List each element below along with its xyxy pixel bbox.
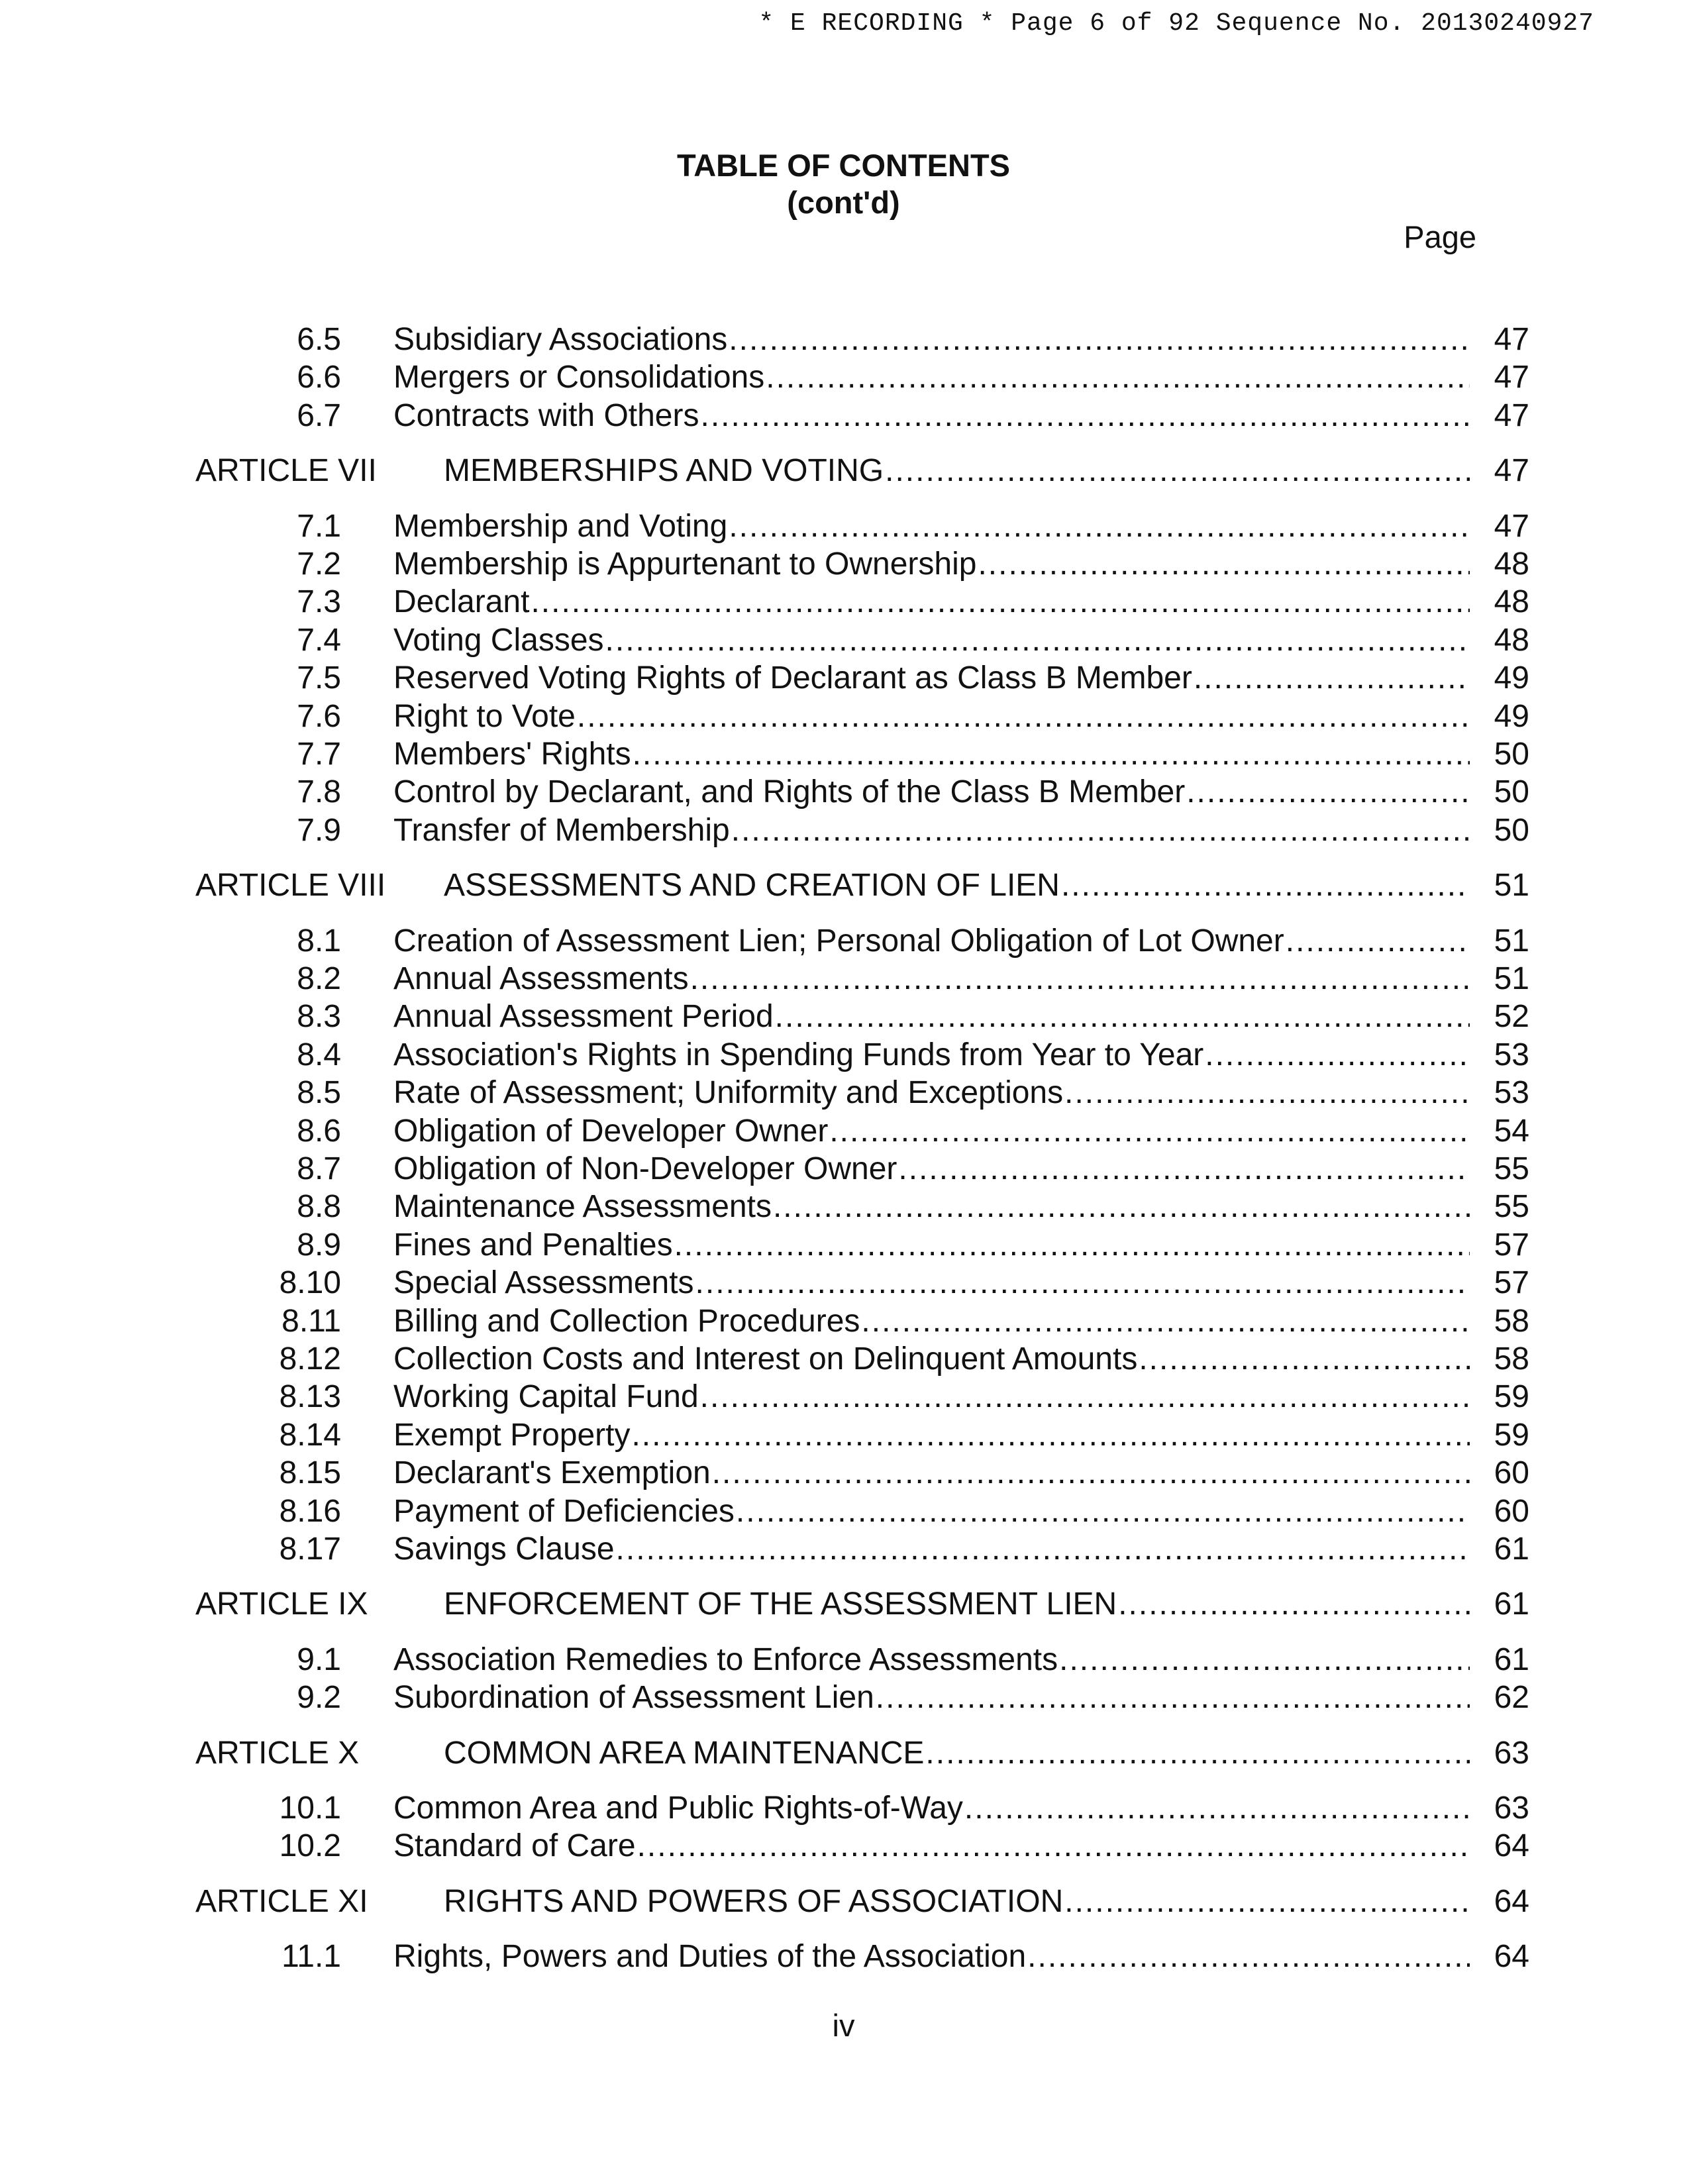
page-number: 53 [1494, 1075, 1529, 1110]
section-number: 8.17 [279, 1532, 341, 1567]
toc-leader [444, 1883, 1470, 1921]
section-number: 7.5 [297, 660, 341, 696]
page-number: 51 [1494, 923, 1529, 959]
page-number: 61 [1494, 1586, 1529, 1622]
section-number: 6.6 [297, 360, 341, 395]
toc-leader [393, 773, 1470, 811]
dot-leader [1192, 659, 1470, 698]
section-title: Mergers or Consolidations [393, 360, 765, 395]
toc-title [0, 147, 1687, 221]
section-number: 7.6 [297, 699, 341, 734]
toc-section-row [0, 358, 1687, 397]
recording-header: * E RECORDING * Page 6 of 92 Sequence No. 20130240927 [758, 9, 1594, 38]
dot-leader [1284, 922, 1470, 961]
section-number: 8.2 [297, 961, 341, 996]
toc-leader [393, 1492, 1470, 1531]
toc-section-row [0, 1827, 1687, 1865]
article-title: RIGHTS AND POWERS OF ASSOCIATION [444, 1884, 1064, 1919]
section-number: 8.6 [297, 1114, 341, 1149]
section-title: Working Capital Fund [393, 1379, 699, 1414]
toc-section-row [0, 773, 1687, 811]
toc-article-row [0, 452, 1687, 490]
toc-section-row [0, 1340, 1687, 1378]
article-number: ARTICLE IX [195, 1586, 368, 1622]
dot-leader [976, 545, 1470, 584]
footer-page-number: iv [832, 2008, 855, 2043]
toc-leader [393, 922, 1470, 961]
section-number: 7.9 [297, 813, 341, 848]
toc-leader [393, 1074, 1470, 1112]
section-number: 6.7 [297, 398, 341, 433]
section-number: 10.2 [279, 1828, 341, 1863]
page-number: 57 [1494, 1265, 1529, 1300]
toc-leader [393, 659, 1470, 698]
toc-leader [393, 397, 1470, 435]
dot-leader [1063, 1883, 1470, 1921]
toc-article-row [0, 1585, 1687, 1624]
toc-leader [393, 545, 1470, 584]
page-number: 47 [1494, 453, 1529, 488]
article-number: ARTICLE VIII [195, 868, 386, 903]
toc-section-row [0, 1789, 1687, 1828]
toc-section-row [0, 1112, 1687, 1151]
section-title: Subsidiary Associations [393, 322, 728, 357]
section-title: Right to Vote [393, 699, 576, 734]
dot-leader [727, 321, 1470, 359]
section-number: 11.1 [281, 1939, 341, 1974]
toc-leader [393, 998, 1470, 1036]
toc-section-row [0, 621, 1687, 660]
page-number: 64 [1494, 1828, 1529, 1863]
dot-leader [604, 621, 1470, 660]
page-column-label: Page [1404, 219, 1476, 254]
toc-title-line2: (cont'd) [787, 185, 900, 220]
page-number: 61 [1494, 1532, 1529, 1567]
toc-section-row [0, 1226, 1687, 1265]
page-number: 51 [1494, 961, 1529, 996]
page-number: 57 [1494, 1227, 1529, 1263]
dot-leader [1063, 1074, 1470, 1112]
toc-article-row [0, 1883, 1687, 1921]
section-number: 9.2 [297, 1680, 341, 1715]
page-number: 63 [1494, 1791, 1529, 1826]
section-title: Rights, Powers and Duties of the Association [393, 1939, 1027, 1974]
section-title: Obligation of Developer Owner [393, 1114, 829, 1149]
article-number: ARTICLE X [195, 1736, 360, 1771]
toc-leader [393, 698, 1470, 736]
page-number: 55 [1494, 1189, 1529, 1224]
section-title: Subordination of Assessment Lien [393, 1680, 874, 1715]
toc-leader [393, 1150, 1470, 1188]
page-number: 47 [1494, 398, 1529, 433]
toc-section-row [0, 811, 1687, 850]
toc-leader [393, 1679, 1470, 1717]
dot-leader [772, 1188, 1470, 1226]
dot-leader [615, 1530, 1470, 1569]
dot-leader [730, 811, 1470, 850]
dot-leader [636, 1827, 1470, 1865]
dot-leader [828, 1112, 1470, 1151]
section-number: 7.2 [297, 546, 341, 582]
toc-section-row [0, 397, 1687, 435]
section-number: 8.16 [279, 1494, 341, 1529]
dot-leader [711, 1454, 1470, 1492]
toc-section-row [0, 321, 1687, 359]
page-number: 59 [1494, 1418, 1529, 1453]
toc-section-row [0, 1302, 1687, 1341]
dot-leader [1058, 1641, 1470, 1679]
section-number: 8.11 [281, 1304, 341, 1339]
page-number: 58 [1494, 1304, 1529, 1339]
toc-leader [393, 1112, 1470, 1151]
page-number: 53 [1494, 1037, 1529, 1072]
section-title: Membership is Appurtenant to Ownership [393, 546, 977, 582]
dot-leader [764, 358, 1470, 397]
page-number: 60 [1494, 1455, 1529, 1490]
section-title: Contracts with Others [393, 398, 699, 433]
toc-leader [393, 1530, 1470, 1569]
page-number: 47 [1494, 509, 1529, 544]
toc-leader [393, 1226, 1470, 1265]
toc-section-row [0, 545, 1687, 584]
dot-leader [1137, 1340, 1470, 1378]
toc-leader [393, 1302, 1470, 1341]
dot-leader [963, 1789, 1470, 1828]
dot-leader [774, 998, 1470, 1036]
section-title: Declarant's Exemption [393, 1455, 711, 1490]
dot-leader [1060, 866, 1470, 905]
toc-section-row [0, 1264, 1687, 1302]
dot-leader [673, 1226, 1470, 1265]
toc-section-row [0, 998, 1687, 1036]
section-number: 7.8 [297, 774, 341, 809]
toc-section-row [0, 1641, 1687, 1679]
section-number: 6.5 [297, 322, 341, 357]
section-title: Maintenance Assessments [393, 1189, 772, 1224]
section-number: 7.4 [297, 623, 341, 658]
section-number: 7.7 [297, 737, 341, 772]
page-number: 50 [1494, 737, 1529, 772]
toc-section-row [0, 1530, 1687, 1569]
section-number: 10.1 [279, 1791, 341, 1826]
section-title: Control by Declarant, and Rights of the Class B Member [393, 774, 1186, 809]
section-number: 8.7 [297, 1151, 341, 1186]
section-title: Savings Clause [393, 1532, 615, 1567]
dot-leader [874, 1679, 1470, 1717]
article-title: ENFORCEMENT OF THE ASSESSMENT LIEN [444, 1586, 1117, 1622]
toc-section-row [0, 1188, 1687, 1226]
page-number: 48 [1494, 584, 1529, 619]
toc-section-row [0, 698, 1687, 736]
toc-leader [393, 507, 1470, 546]
toc-leader [393, 1416, 1470, 1455]
section-title: Membership and Voting [393, 509, 728, 544]
section-number: 8.10 [279, 1265, 341, 1300]
toc-article-row [0, 866, 1687, 905]
toc-section-row [0, 1150, 1687, 1188]
dot-leader [576, 698, 1470, 736]
toc-leader [444, 1585, 1470, 1624]
section-number: 8.13 [279, 1379, 341, 1414]
toc-leader [393, 1789, 1470, 1828]
section-title: Billing and Collection Procedures [393, 1304, 860, 1339]
toc-leader [393, 1036, 1470, 1074]
toc-leader [393, 358, 1470, 397]
page-number: 62 [1494, 1680, 1529, 1715]
section-title: Exempt Property [393, 1418, 631, 1453]
dot-leader [699, 397, 1470, 435]
section-title: Fines and Penalties [393, 1227, 673, 1263]
dot-leader [630, 1416, 1470, 1455]
page-number: 58 [1494, 1341, 1529, 1377]
toc-leader [393, 1264, 1470, 1302]
dot-leader [727, 507, 1470, 546]
page-number: 47 [1494, 360, 1529, 395]
toc-article-row [0, 1734, 1687, 1773]
section-title: Obligation of Non-Developer Owner [393, 1151, 897, 1186]
section-title: Members' Rights [393, 737, 631, 772]
toc-leader [393, 583, 1470, 621]
page-number: 47 [1494, 322, 1529, 357]
toc-section-row [0, 1416, 1687, 1455]
section-number: 8.8 [297, 1189, 341, 1224]
toc-section-row [0, 583, 1687, 621]
toc-section-row [0, 507, 1687, 546]
section-number: 8.9 [297, 1227, 341, 1263]
toc-section-row [0, 922, 1687, 961]
toc-section-row [0, 1036, 1687, 1074]
toc-section-row [0, 1454, 1687, 1492]
section-title: Association's Rights in Spending Funds from Year to Year [393, 1037, 1204, 1072]
section-number: 8.15 [279, 1455, 341, 1490]
article-title: MEMBERSHIPS AND VOTING [444, 453, 884, 488]
dot-leader [631, 735, 1470, 774]
page-number: 48 [1494, 546, 1529, 582]
dot-leader [1026, 1938, 1470, 1976]
dot-leader [1185, 773, 1470, 811]
page-number: 55 [1494, 1151, 1529, 1186]
section-title: Reserved Voting Rights of Declarant as Class B Member [393, 660, 1192, 696]
toc-leader [393, 1340, 1470, 1378]
dot-leader [884, 452, 1470, 490]
section-title: Voting Classes [393, 623, 604, 658]
section-title: Standard of Care [393, 1828, 636, 1863]
toc-leader [444, 866, 1470, 905]
page-number: 50 [1494, 774, 1529, 809]
toc-leader [444, 452, 1470, 490]
page-number: 61 [1494, 1642, 1529, 1677]
page-number: 64 [1494, 1939, 1529, 1974]
page-number: 49 [1494, 699, 1529, 734]
article-number: ARTICLE VII [195, 453, 377, 488]
dot-leader [529, 583, 1470, 621]
page-number: 50 [1494, 813, 1529, 848]
toc-leader [393, 960, 1470, 998]
page-number: 63 [1494, 1736, 1529, 1771]
toc-leader [393, 1378, 1470, 1416]
article-title: COMMON AREA MAINTENANCE [444, 1736, 925, 1771]
toc-leader [393, 1938, 1470, 1976]
page-number: 52 [1494, 999, 1529, 1034]
section-number: 8.4 [297, 1037, 341, 1072]
section-title: Payment of Deficiencies [393, 1494, 735, 1529]
toc-section-row [0, 1492, 1687, 1531]
section-title: Rate of Assessment; Uniformity and Exceptions [393, 1075, 1064, 1110]
section-number: 8.1 [297, 923, 341, 959]
section-title: Annual Assessment Period [393, 999, 774, 1034]
toc-section-row [0, 1378, 1687, 1416]
page-number: 51 [1494, 868, 1529, 903]
page-number: 64 [1494, 1884, 1529, 1919]
toc-section-row [0, 659, 1687, 698]
section-title: Declarant [393, 584, 530, 619]
dot-leader [860, 1302, 1470, 1341]
article-title: ASSESSMENTS AND CREATION OF LIEN [444, 868, 1060, 903]
section-title: Common Area and Public Rights-of-Way [393, 1791, 963, 1826]
toc-leader [393, 1454, 1470, 1492]
section-title: Transfer of Membership [393, 813, 730, 848]
section-title: Association Remedies to Enforce Assessments [393, 1642, 1058, 1677]
dot-leader [924, 1734, 1470, 1773]
section-number: 7.3 [297, 584, 341, 619]
section-number: 7.1 [297, 509, 341, 544]
page-number: 60 [1494, 1494, 1529, 1529]
section-title: Special Assessments [393, 1265, 694, 1300]
toc-section-row [0, 960, 1687, 998]
page-number: 59 [1494, 1379, 1529, 1414]
dot-leader [897, 1150, 1470, 1188]
toc-section-row [0, 1679, 1687, 1717]
section-title: Collection Costs and Interest on Delinquent Amounts [393, 1341, 1138, 1377]
dot-leader [694, 1264, 1470, 1302]
section-title: Creation of Assessment Lien; Personal Obligation of Lot Owner [393, 923, 1284, 959]
toc-section-row [0, 735, 1687, 774]
dot-leader [689, 960, 1470, 998]
toc-leader [393, 1188, 1470, 1226]
section-number: 8.3 [297, 999, 341, 1034]
section-title: Annual Assessments [393, 961, 689, 996]
section-number: 8.5 [297, 1075, 341, 1110]
section-number: 8.12 [279, 1341, 341, 1377]
dot-leader [735, 1492, 1470, 1531]
toc-section-row [0, 1938, 1687, 1976]
toc-leader [393, 1827, 1470, 1865]
page-number: 49 [1494, 660, 1529, 696]
toc-leader [393, 321, 1470, 359]
section-number: 8.14 [279, 1418, 341, 1453]
toc-leader [393, 811, 1470, 850]
section-number: 9.1 [297, 1642, 341, 1677]
toc-leader [444, 1734, 1470, 1773]
toc-leader [393, 735, 1470, 774]
toc-leader [393, 621, 1470, 660]
page-number: 48 [1494, 623, 1529, 658]
toc-section-row [0, 1074, 1687, 1112]
toc-title-line1: TABLE OF CONTENTS [676, 148, 1011, 183]
article-number: ARTICLE XI [195, 1884, 368, 1919]
dot-leader [1203, 1036, 1470, 1074]
dot-leader [1117, 1585, 1470, 1624]
page-number: 54 [1494, 1114, 1529, 1149]
toc-leader [393, 1641, 1470, 1679]
dot-leader [699, 1378, 1470, 1416]
